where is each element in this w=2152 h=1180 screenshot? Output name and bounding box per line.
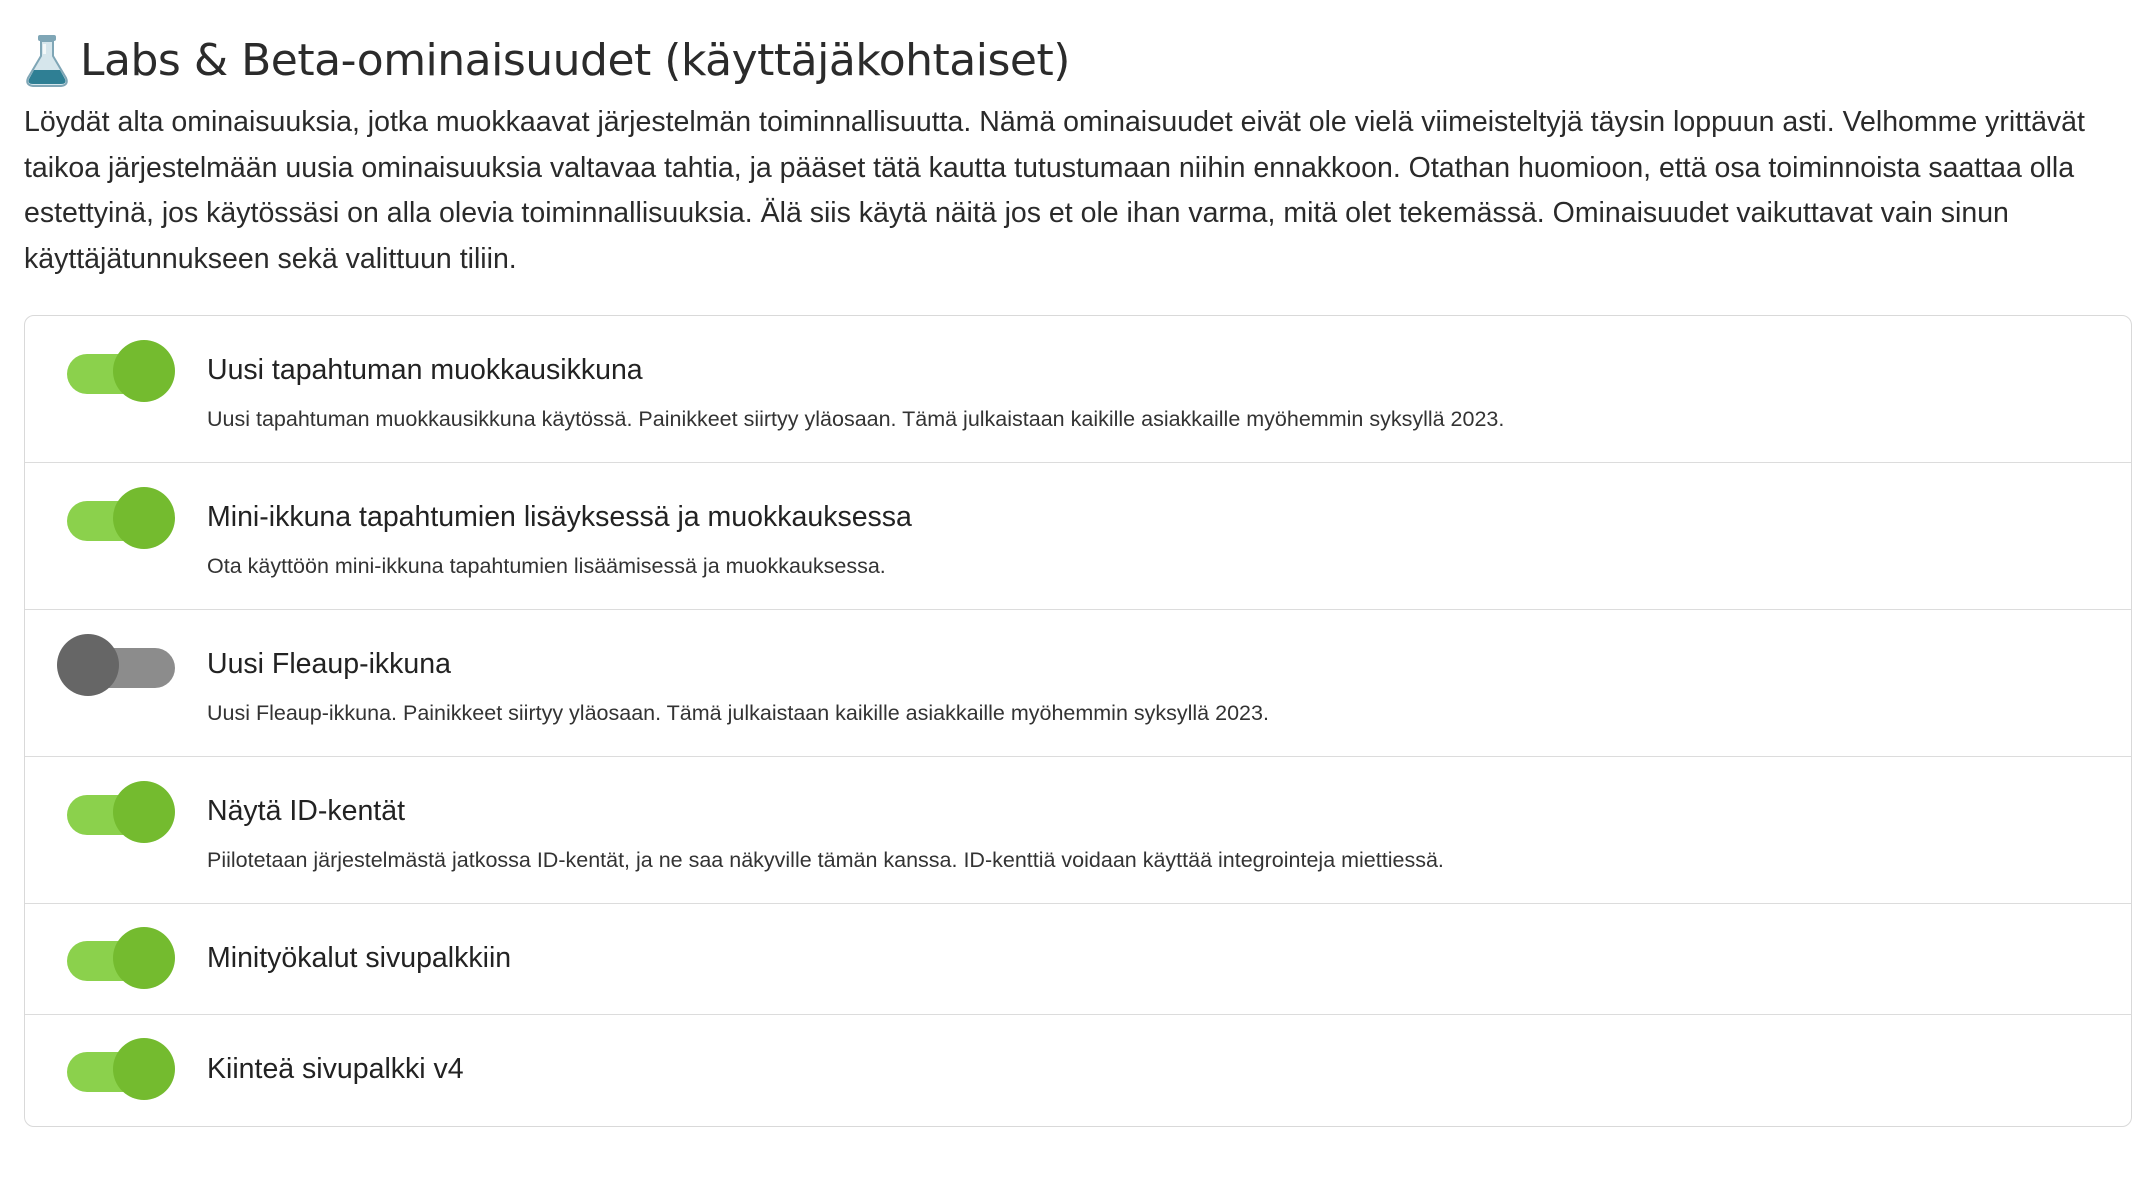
feature-item <box>25 316 2131 463</box>
feature-toggle[interactable] <box>67 634 175 694</box>
flask-icon <box>24 34 70 88</box>
feature-description: Uusi tapahtuman muokkausikkuna käytössä. Painikkeet siirtyy yläosaan. Tämä julkaistaan kaikille asiakkaille myöhemmin syksyllä 2023. <box>207 407 1505 431</box>
toggle-knob <box>57 634 119 696</box>
feature-item <box>25 904 2131 1015</box>
feature-item <box>25 1015 2131 1126</box>
feature-toggle[interactable] <box>67 781 175 841</box>
feature-description: Piilotetaan järjestelmästä jatkossa ID-kentät, ja ne saa näkyville tämän kanssa. ID-kenttiä voidaan käyttää integrointeja miettiessä. <box>207 848 1444 872</box>
feature-list <box>24 315 2132 1127</box>
feature-toggle[interactable] <box>67 927 175 987</box>
page-title: Labs & Beta-ominaisuudet (käyttäjäkohtaiset) <box>80 35 1070 86</box>
toggle-knob <box>113 487 175 549</box>
intro-text: Löydät alta ominaisuuksia, jotka muokkaavat järjestelmän toiminnallisuutta. Nämä ominaisuudet eivät ole vielä viimeisteltyjä täysin loppuun asti. Velhomme yrittävät taikoa järjestelmään uusia ominaisuuksia valtavaa tahtia, ja pääset tätä kautta tutustumaan niihin ennakkoon. Otathan huomioon, että osa toiminnoista saattaa olla estettyinä, jos käytössäsi on alla olevia toiminnallisuuksia. Älä siis käytä näitä jos et ole ihan varma, mitä olet tekemässä. Ominaisuudet vaikuttavat vain sinun käyttäjätunnukseen sekä valittuun tiliin. <box>24 106 2085 275</box>
feature-title: Uusi Fleaup-ikkuna <box>207 648 451 680</box>
feature-toggle[interactable] <box>67 487 175 547</box>
feature-toggle[interactable] <box>67 340 175 400</box>
feature-title: Minityökalut sivupalkkiin <box>207 942 512 974</box>
toggle-knob <box>113 927 175 989</box>
toggle-knob <box>113 340 175 402</box>
feature-item <box>25 757 2131 904</box>
toggle-knob <box>113 1038 175 1100</box>
feature-title: Uusi tapahtuman muokkausikkuna <box>207 354 643 386</box>
feature-description: Uusi Fleaup-ikkuna. Painikkeet siirtyy yläosaan. Tämä julkaistaan kaikille asiakkaille myöhemmin syksyllä 2023. <box>207 701 1269 725</box>
feature-item <box>25 610 2131 757</box>
header <box>24 30 2128 92</box>
toggle-knob <box>113 781 175 843</box>
feature-title: Mini-ikkuna tapahtumien lisäyksessä ja muokkauksessa <box>207 501 912 533</box>
feature-title: Kiinteä sivupalkki v4 <box>207 1053 464 1085</box>
feature-toggle[interactable] <box>67 1038 175 1098</box>
feature-item <box>25 463 2131 610</box>
feature-description: Ota käyttöön mini-ikkuna tapahtumien lisäämisessä ja muokkauksessa. <box>207 554 886 578</box>
feature-title: Näytä ID-kentät <box>207 795 405 827</box>
